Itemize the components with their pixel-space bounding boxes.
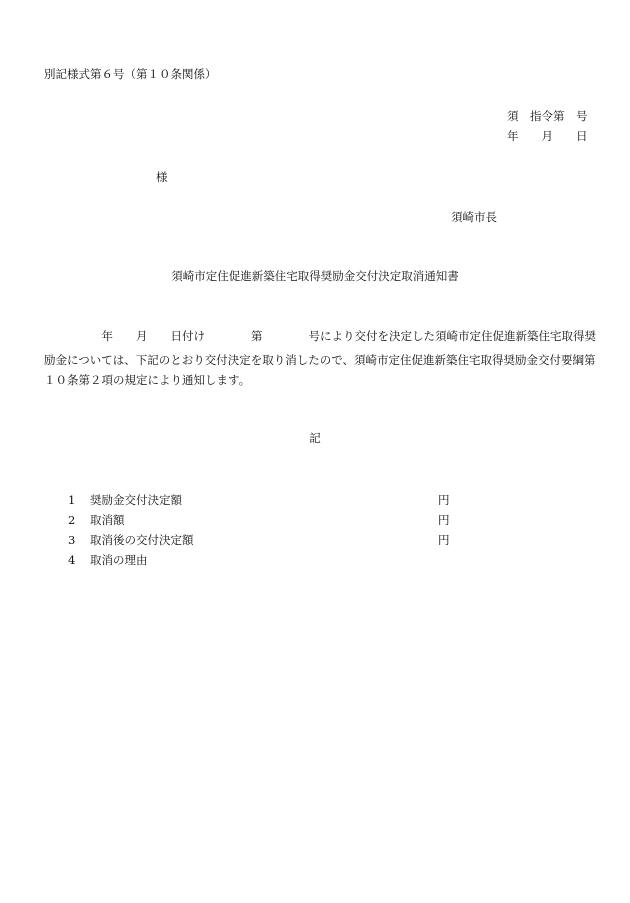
document-date: 年 月 日 bbox=[507, 129, 588, 143]
list-item bbox=[68, 533, 450, 547]
item-label: 取消の理由 bbox=[90, 553, 148, 567]
form-label: 別記様式第６号（第１０条関係） bbox=[44, 67, 217, 81]
item-number: 3 bbox=[68, 533, 76, 547]
item-label: 取消後の交付決定額 bbox=[90, 533, 194, 547]
item-label: 奨励金交付決定額 bbox=[90, 493, 182, 507]
body-text-line: １０条第２項の規定により通知します。 bbox=[44, 373, 251, 387]
ki-heading: 記 bbox=[309, 431, 321, 445]
issuer-name: 須崎市長 bbox=[451, 210, 497, 224]
list-item bbox=[68, 513, 450, 527]
item-label: 取消額 bbox=[90, 513, 125, 527]
document-number: 須 指令第 号 bbox=[507, 109, 588, 123]
list-item bbox=[68, 555, 148, 567]
item-unit: 円 bbox=[438, 493, 450, 507]
item-number: 1 bbox=[68, 493, 76, 507]
item-number: 4 bbox=[68, 553, 76, 567]
body-text-line: 励金については、下記のとおり交付決定を取り消したので、須崎市定住促進新築住宅取得奨励金交付要綱第 bbox=[44, 353, 596, 367]
item-number: 2 bbox=[68, 513, 76, 527]
list-item bbox=[68, 493, 450, 507]
item-unit: 円 bbox=[438, 513, 450, 527]
recipient-honorific: 様 bbox=[156, 170, 168, 184]
item-unit: 円 bbox=[438, 533, 450, 547]
document-title: 須崎市定住促進新築住宅取得奨励金交付決定取消通知書 bbox=[171, 269, 459, 283]
body-text-line: 年 月 日付け 第 号により交付を決定した須崎市定住促進新築住宅取得奨 bbox=[44, 329, 596, 343]
